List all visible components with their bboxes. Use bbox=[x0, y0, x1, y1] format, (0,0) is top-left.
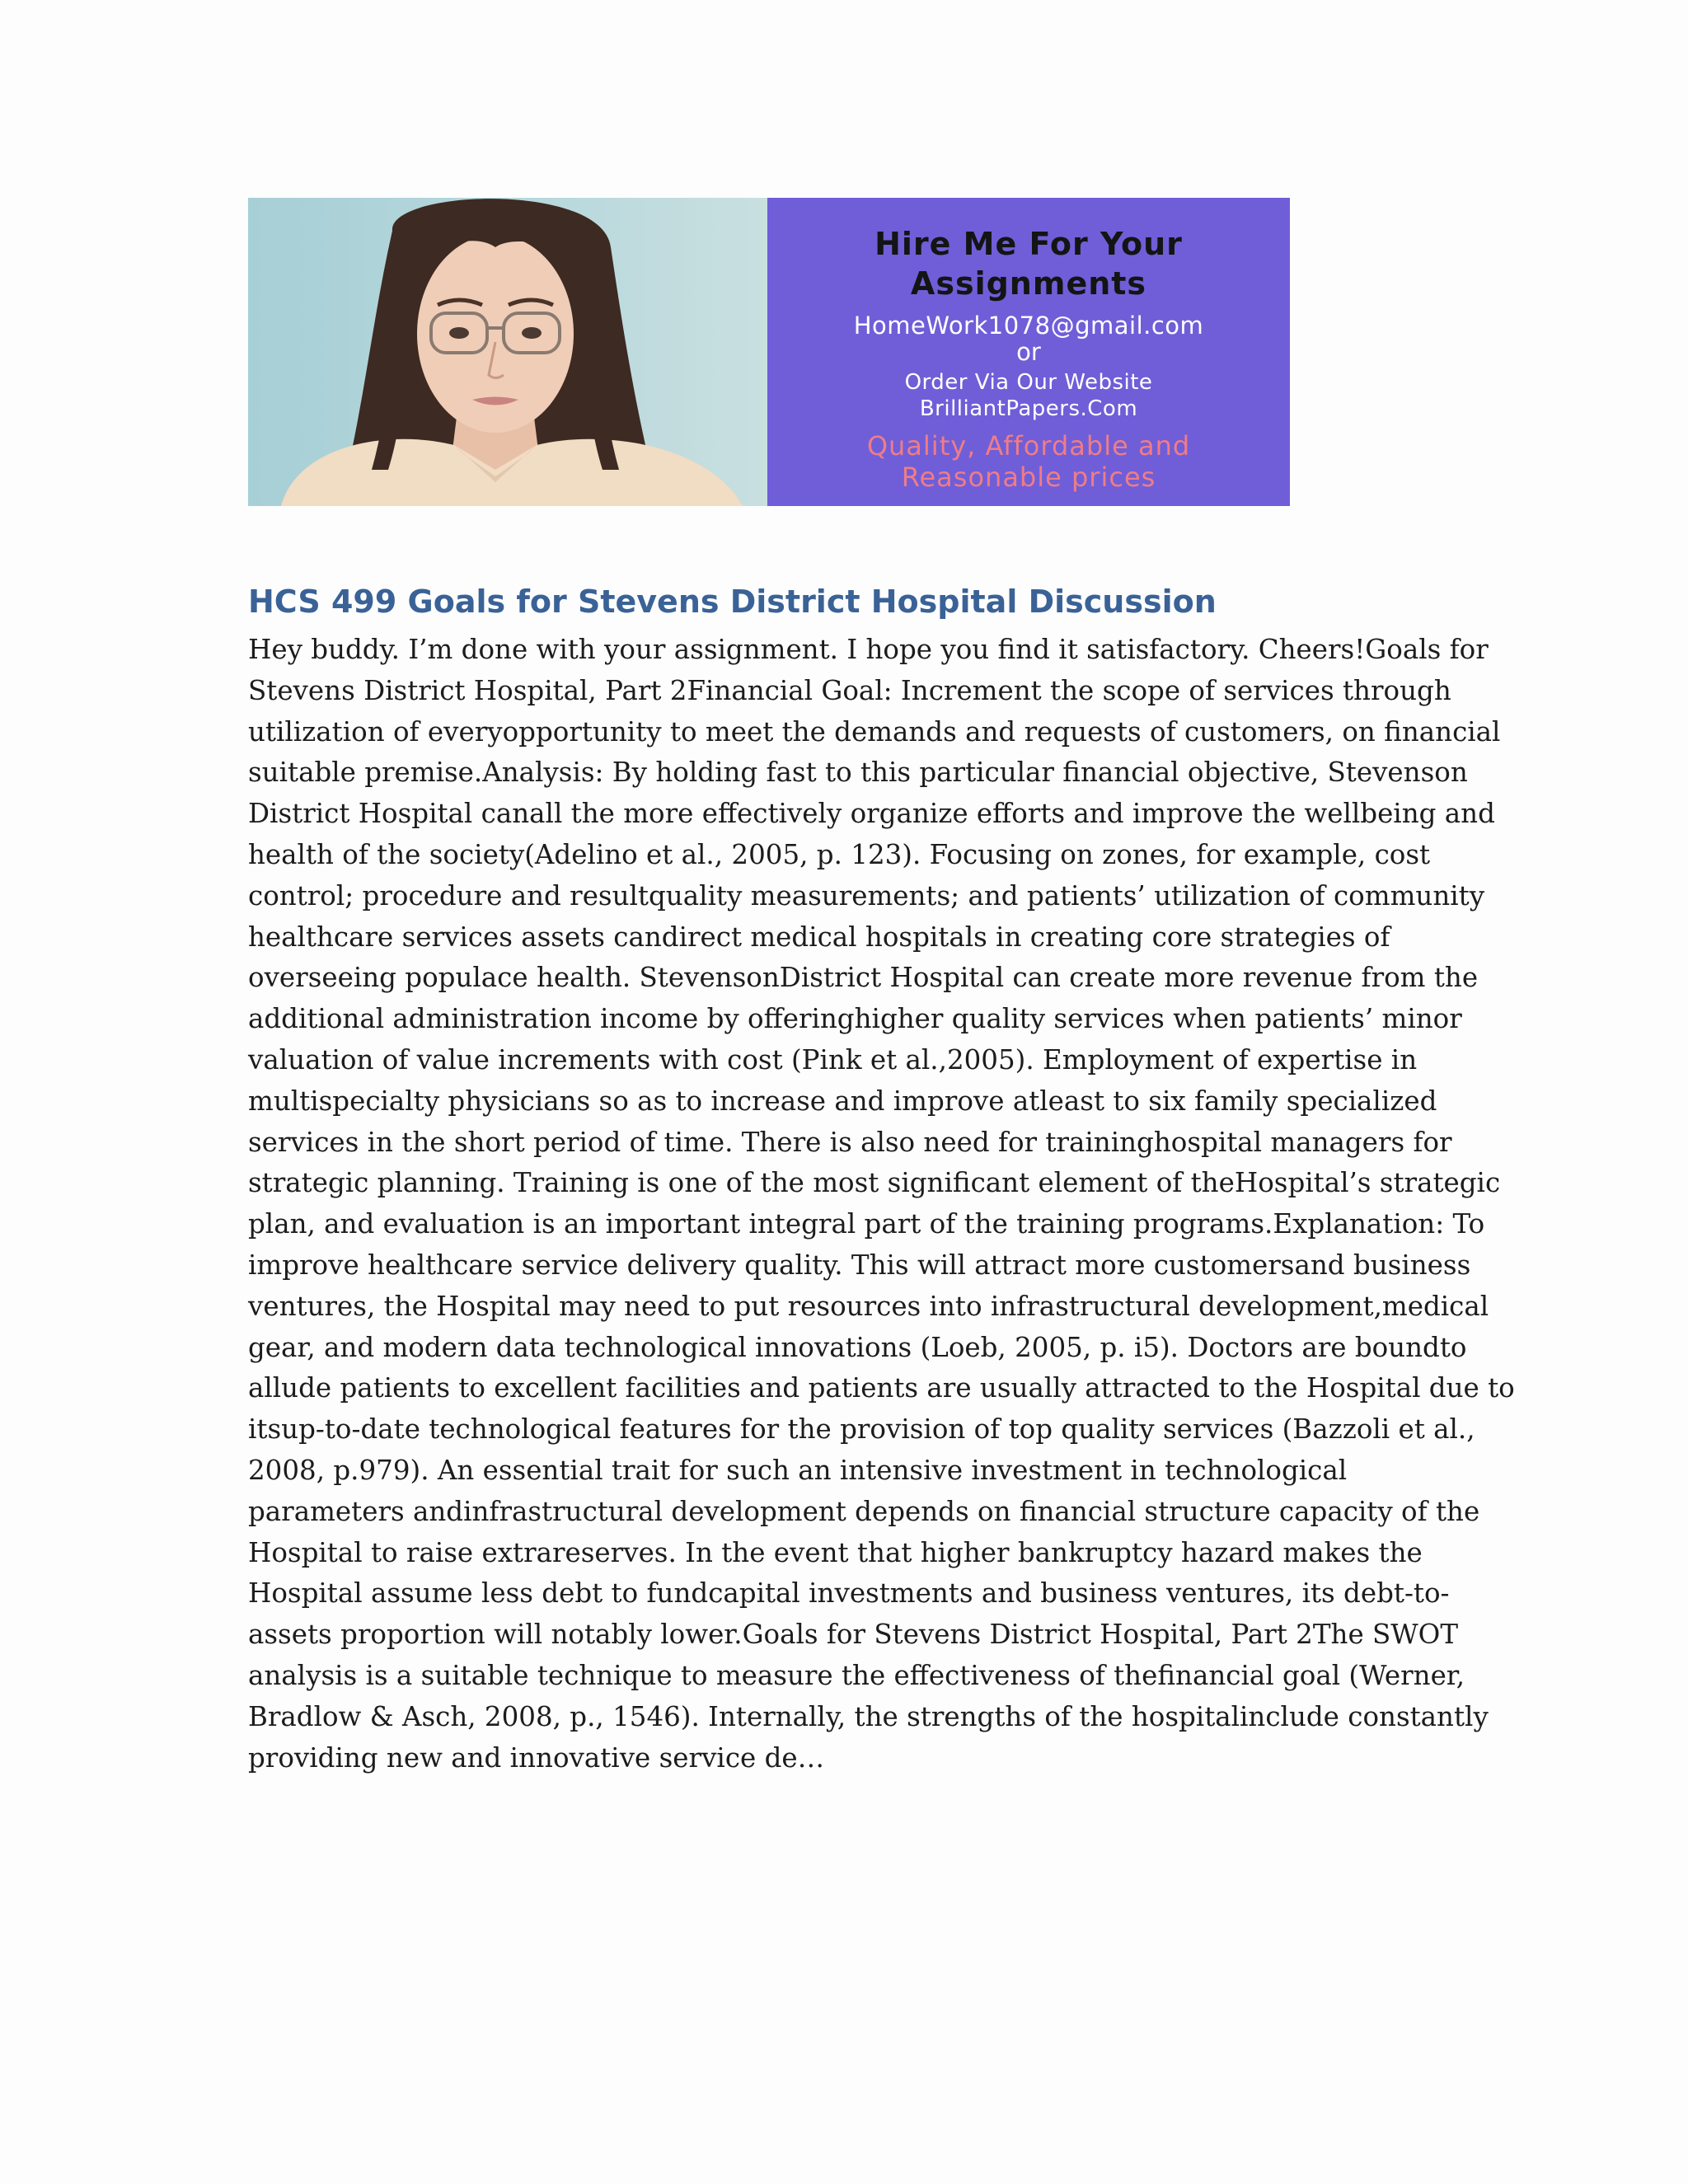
body-text-line: Stevens District Hospital, Part 2Financial Goal: Increment the scope of services through bbox=[248, 674, 1451, 706]
ad-order-line-1: Order Via Our Website bbox=[904, 370, 1153, 395]
body-text-line: utilization of everyopportunity to meet the demands and requests of customers, on financial bbox=[248, 715, 1501, 748]
document-body bbox=[248, 630, 1515, 1779]
ad-tagline-line-1: Quality, Affordable and bbox=[866, 430, 1191, 462]
body-text-line: itsup-to-date technological features for the provision of top quality services (Bazzoli et al., bbox=[248, 1413, 1475, 1446]
body-text-line: Bradlow & Asch, 2008, p., 1546). Internally, the strengths of the hospitalinclude constantly bbox=[248, 1700, 1489, 1732]
body-text-line: services in the short period of time. There is also need for traininghospital managers for bbox=[248, 1126, 1452, 1158]
body-text-line: 2008, p.979). An essential trait for such an intensive investment in technological bbox=[248, 1454, 1348, 1486]
ad-email: HomeWork1078@gmail.com bbox=[853, 312, 1204, 340]
body-text-line: allude patients to excellent facilities and patients are usually attracted to the Hospital due to bbox=[248, 1372, 1515, 1404]
body-text-line: providing new and innovative service de… bbox=[248, 1741, 825, 1774]
body-text-line: analysis is a suitable technique to measure the effectiveness of thefinancial goal (Werner, bbox=[248, 1659, 1465, 1691]
body-text-line: assets proportion will notably lower.Goals for Stevens District Hospital, Part 2The SWOT bbox=[248, 1619, 1459, 1651]
body-text-line: valuation of value increments with cost (Pink et al.,2005). Employment of expertise in bbox=[248, 1043, 1418, 1076]
ad-order-info bbox=[767, 369, 1290, 422]
body-text-line: improve healthcare service delivery quality. This will attract more customersand business bbox=[248, 1249, 1471, 1281]
woman-with-glasses-photo bbox=[248, 198, 767, 506]
ad-headline bbox=[767, 224, 1290, 303]
body-text-line: Hospital to raise extrareserves. In the event that higher bankruptcy hazard makes the bbox=[248, 1536, 1423, 1568]
body-text-line: overseeing populace health. StevensonDistrict Hospital can create more revenue from the bbox=[248, 962, 1479, 994]
ad-headline-line-2: Assignments bbox=[910, 265, 1147, 302]
body-text-line: additional administration income by offeringhigher quality services when patients’ minor bbox=[248, 1003, 1462, 1035]
body-text-line: multispecialty physicians so as to increase and improve atleast to six family specialized bbox=[248, 1085, 1437, 1117]
body-text-line: healthcare services assets candirect medical hospitals in creating core strategies of bbox=[248, 921, 1390, 953]
portrait-illustration bbox=[248, 198, 767, 506]
advertisement-text-panel bbox=[767, 198, 1290, 506]
ad-or-text: or bbox=[1016, 338, 1041, 366]
body-text-line: plan, and evaluation is an important integral part of the training programs.Explanation: To bbox=[248, 1208, 1485, 1240]
body-text-line: health of the society(Adelino et al., 2005, p. 123). Focusing on zones, for example, cost bbox=[248, 838, 1431, 870]
body-text-line: strategic planning. Training is one of the most significant element of theHospital’s strategic bbox=[248, 1167, 1501, 1199]
document-title: HCS 499 Goals for Stevens District Hospital Discussion bbox=[248, 583, 1217, 620]
ad-headline-line-1: Hire Me For Your bbox=[874, 226, 1183, 262]
body-text-line: ventures, the Hospital may need to put resources into infrastructural development,medical bbox=[248, 1290, 1489, 1322]
ad-tagline bbox=[767, 430, 1290, 493]
ad-tagline-line-2: Reasonable prices bbox=[901, 462, 1156, 493]
body-text-line: District Hospital canall the more effectively organize efforts and improve the wellbeing and bbox=[248, 798, 1495, 830]
body-text-line: control; procedure and resultquality measurements; and patients’ utilization of community bbox=[248, 879, 1485, 912]
body-text-line: parameters andinfrastructural development depends on financial structure capacity of the bbox=[248, 1495, 1480, 1527]
body-text-line: suitable premise.Analysis: By holding fast to this particular financial objective, Stevenson bbox=[248, 757, 1468, 789]
advertisement-banner bbox=[248, 198, 1290, 506]
ad-website: BrilliantPapers.Com bbox=[919, 396, 1138, 421]
body-text-line: gear, and modern data technological innovations (Loeb, 2005, p. i5). Doctors are boundto bbox=[248, 1331, 1467, 1363]
body-text-line: Hey buddy. I’m done with your assignment. I hope you find it satisfactory. Cheers!Goals for bbox=[248, 634, 1489, 665]
body-text-line: Hospital assume less debt to fundcapital investments and business ventures, its debt-to- bbox=[248, 1577, 1450, 1610]
